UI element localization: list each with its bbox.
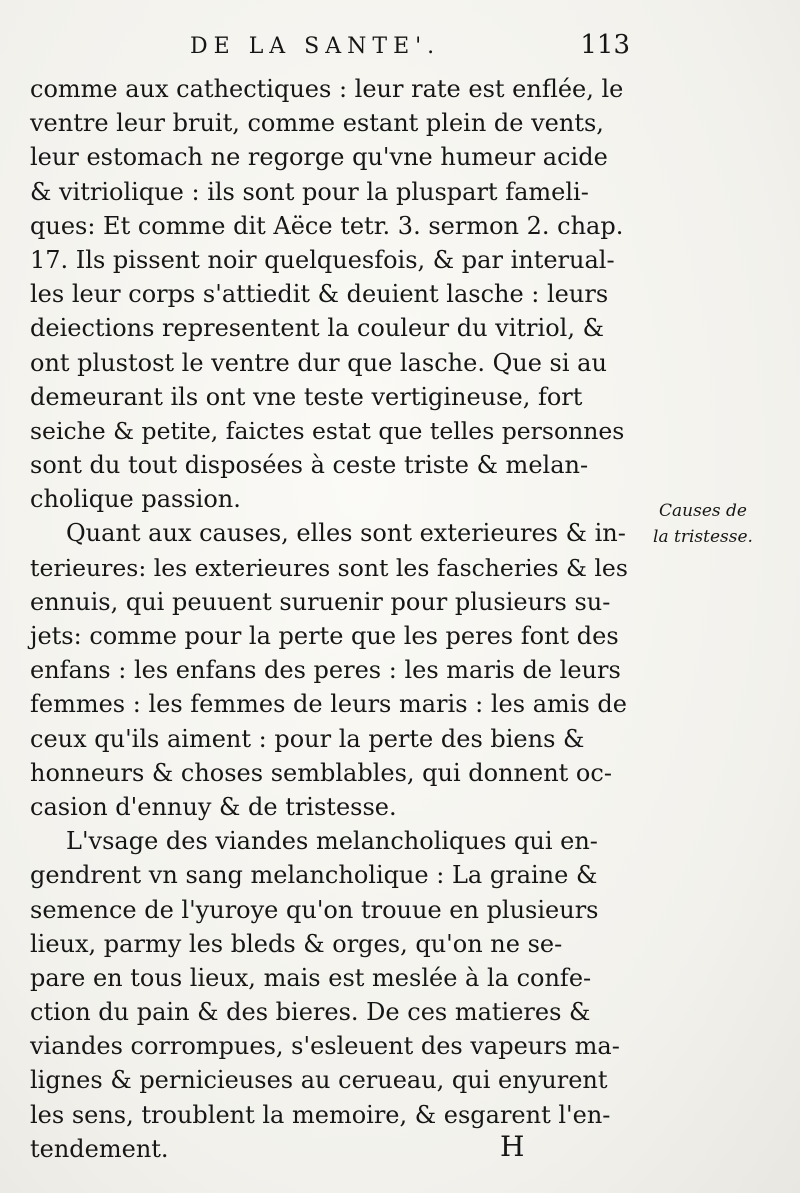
paragraph-start-line: Quant aux causes, elles sont exterieures & in- <box>66 519 626 548</box>
body-text <box>30 72 630 1166</box>
marginal-note-line: la tristesse. <box>653 527 753 547</box>
text-line: casion d'ennuy & de tristesse. <box>30 792 397 821</box>
text-line: leur estomach ne regorge qu'vne humeur acide <box>30 143 608 172</box>
text-line: & vitriolique : ils sont pour la pluspart fameli- <box>30 177 589 206</box>
page-number: 113 <box>580 30 630 60</box>
text-line: demeurant ils ont vne teste vertigineuse, fort <box>30 382 583 411</box>
text-line: enfans : les enfans des peres : les maris de leurs <box>30 656 621 685</box>
text-line: ceux qu'ils aiment : pour la perte des biens & <box>30 724 585 753</box>
text-line: lignes & pernicieuses au cerueau, qui enyurent <box>30 1066 608 1095</box>
marginal-note-line: Causes de <box>659 501 747 521</box>
text-line: ventre leur bruit, comme estant plein de vents, <box>30 109 604 138</box>
text-line: comme aux cathectiques : leur rate est enflée, le <box>30 75 624 103</box>
signature-mark: H <box>500 1130 525 1163</box>
text-line: tendement. <box>30 1134 169 1163</box>
text-line: 17. Ils pissent noir quelquesfois, & par interual- <box>30 245 615 274</box>
page-header <box>160 28 630 68</box>
text-line: gendrent vn sang melancholique : La graine & <box>30 861 598 890</box>
text-line: les sens, troublent la memoire, & esgarent l'en- <box>30 1100 611 1129</box>
marginal-note <box>638 498 768 550</box>
text-line: deiections representent la couleur du vitriol, & <box>30 314 604 343</box>
text-line: viandes corrompues, s'esleuent des vapeurs ma- <box>30 1032 620 1061</box>
running-title: DE LA SANTE'. <box>190 34 441 59</box>
text-line: femmes : les femmes de leurs maris : les amis de <box>30 690 627 719</box>
text-line: ennuis, qui peuuent suruenir pour plusieurs su- <box>30 587 611 616</box>
text-line: ont plustost le ventre dur que lasche. Que si au <box>30 348 607 377</box>
text-line: les leur corps s'attiedit & deuient lasche : leurs <box>30 280 609 309</box>
text-line: cholique passion. <box>30 485 241 514</box>
text-line: semence de l'yuroye qu'on trouue en plusieurs <box>30 895 599 924</box>
text-line: pare en tous lieux, mais est meslée à la confe- <box>30 963 592 992</box>
text-line: honneurs & choses semblables, qui donnent oc- <box>30 758 612 787</box>
text-line: sont du tout disposées à ceste triste & melan- <box>30 451 589 480</box>
paragraph-start-line: L'vsage des viandes melancholiques qui en- <box>66 827 598 856</box>
text-line: ction du pain & des bieres. De ces matieres & <box>30 998 591 1027</box>
text-line: jets: comme pour la perte que les peres font des <box>30 622 619 650</box>
text-line: ques: Et comme dit Aëce tetr. 3. sermon 2. chap. <box>30 211 624 240</box>
text-line: terieures: les exterieures sont les fascheries & les <box>30 553 628 582</box>
text-line: lieux, parmy les bleds & orges, qu'on ne se- <box>30 929 563 958</box>
text-line: seiche & petite, faictes estat que telles personnes <box>30 416 625 445</box>
